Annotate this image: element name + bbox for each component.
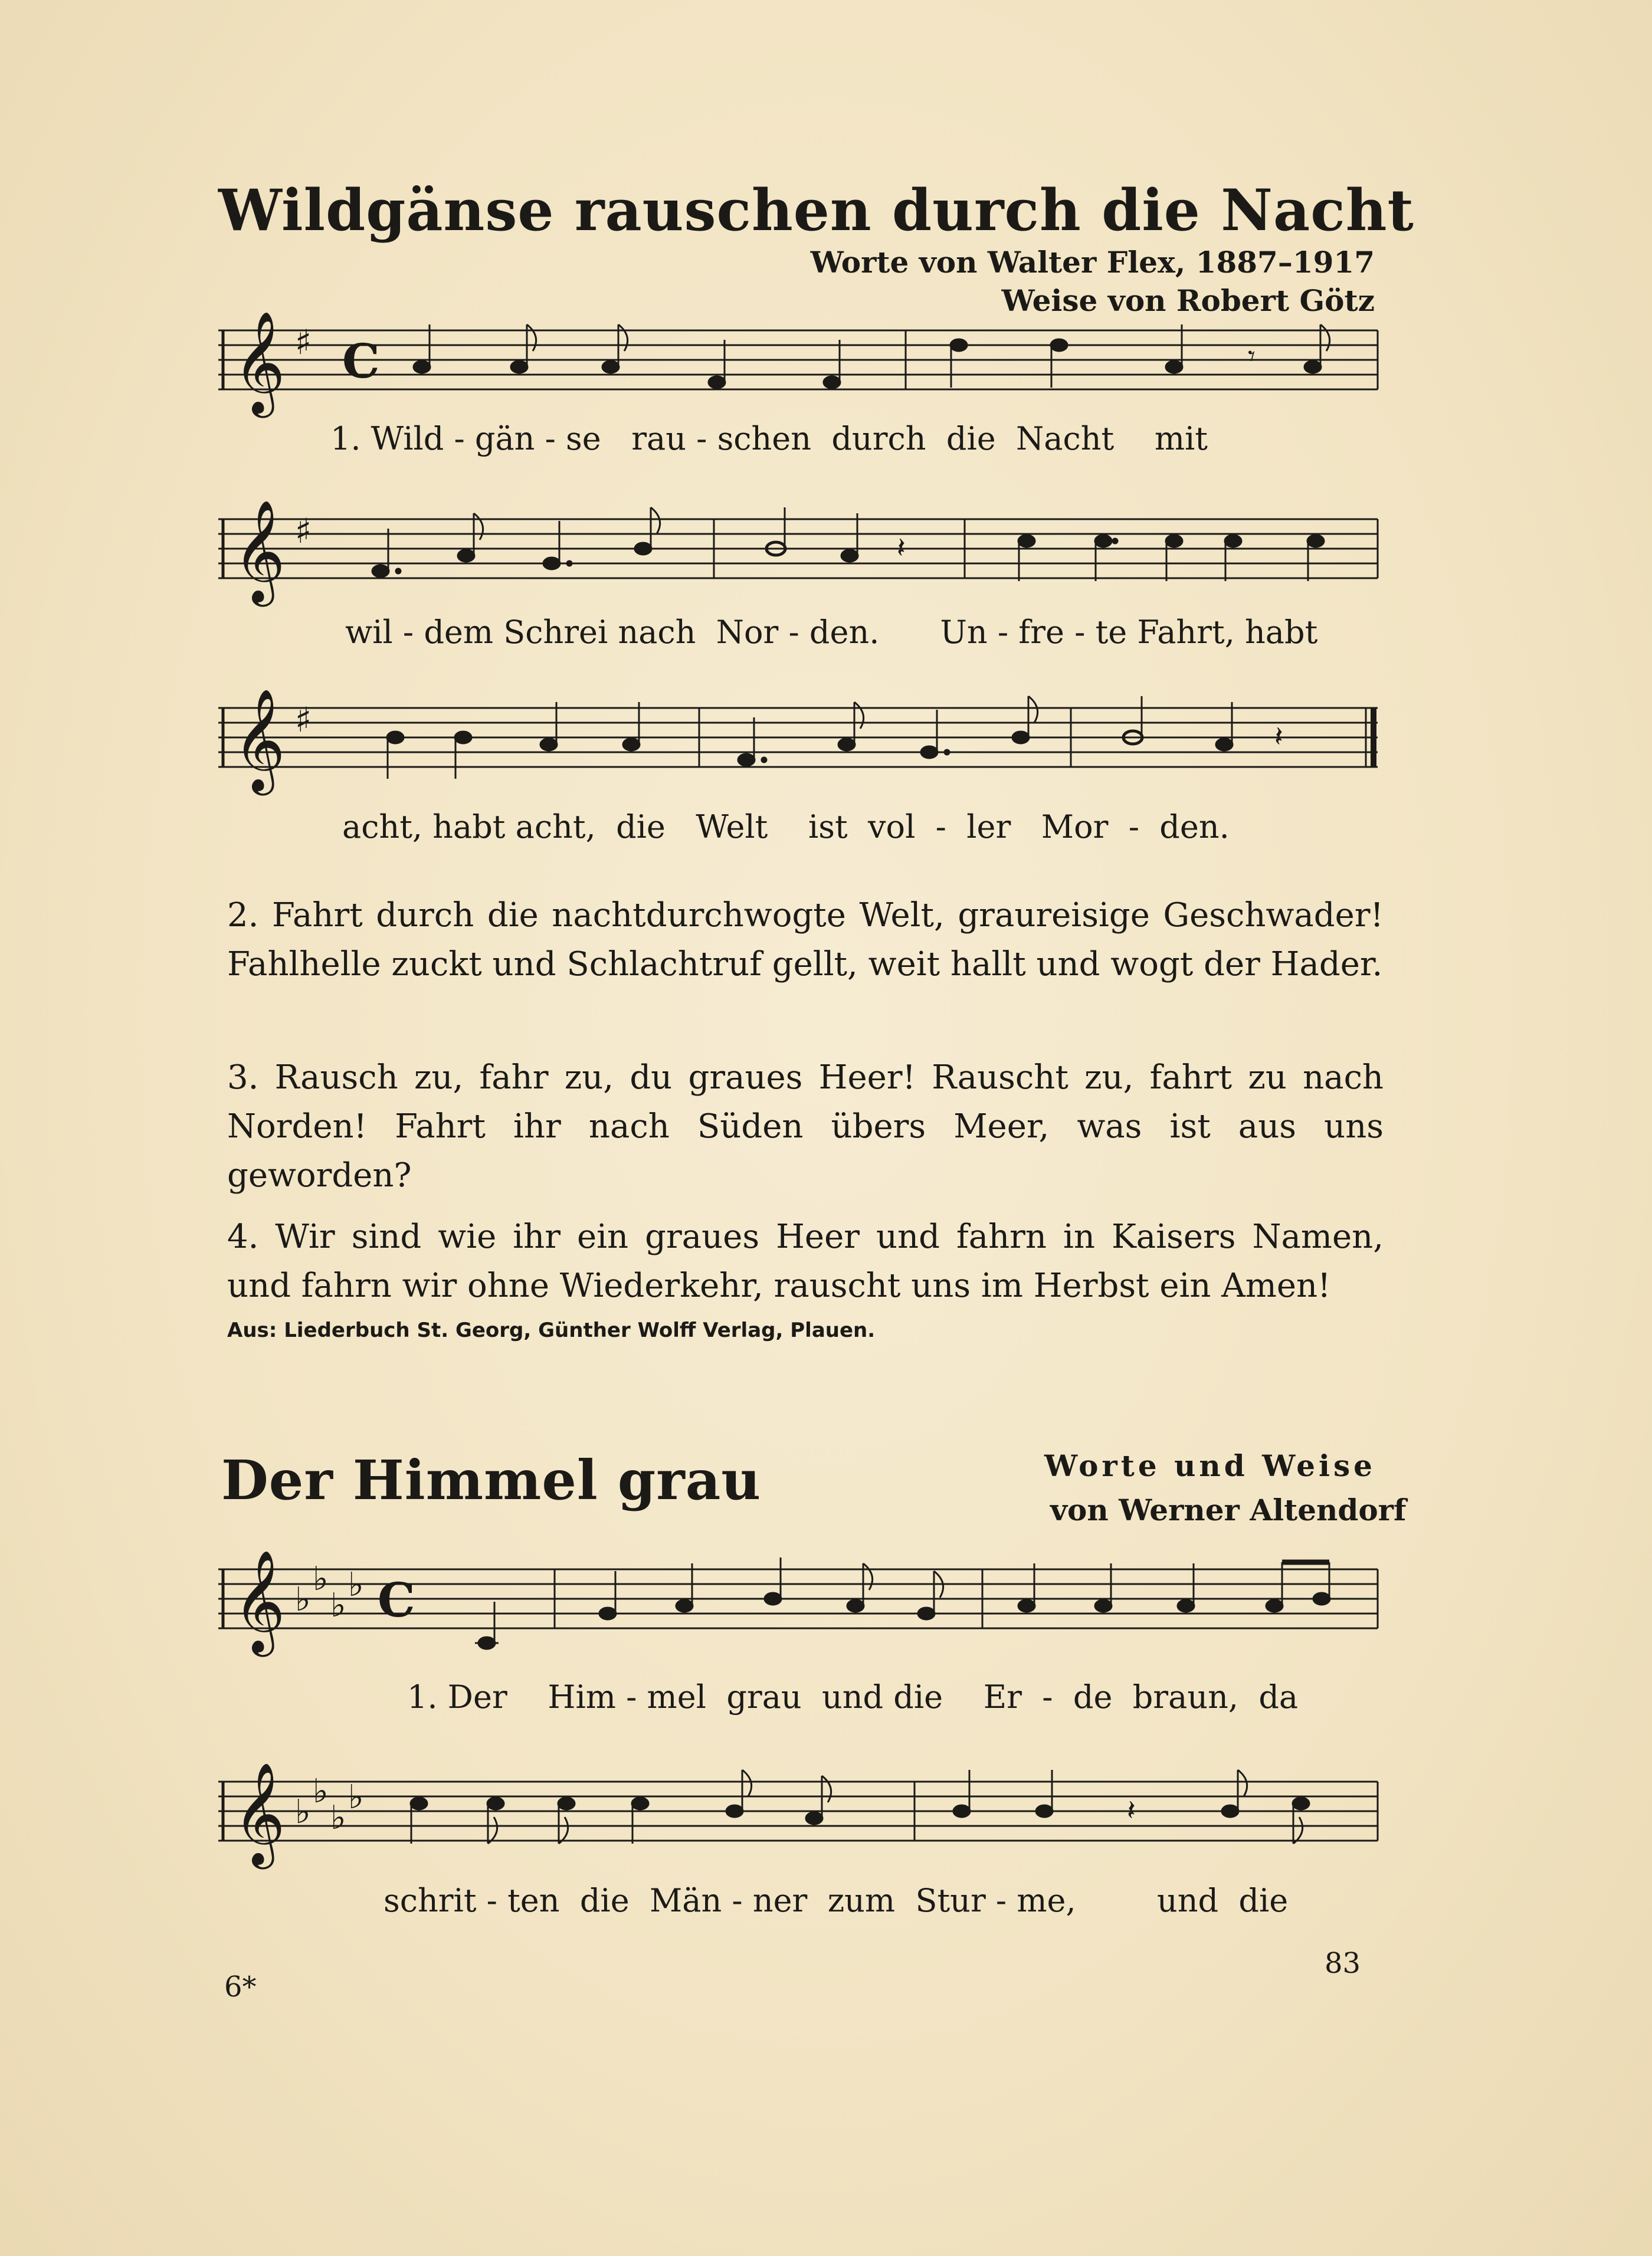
svg-text:♭: ♭: [295, 1580, 311, 1619]
song1-staff-1: [218, 311, 1381, 419]
song1-staff-3: [218, 688, 1381, 796]
svg-text:𝄽: 𝄽: [897, 532, 906, 565]
svg-text:♭: ♭: [330, 1799, 346, 1837]
svg-text:𝄽: 𝄽: [1274, 720, 1283, 753]
svg-text:𝄾: 𝄾: [1248, 340, 1256, 373]
song1-lyrics-line-1: 1. Wild - gän - se rau - schen durch die Nacht mit: [330, 420, 1208, 457]
svg-text:♭: ♭: [313, 1772, 329, 1811]
song1-credit-tune: Weise von Robert Götz: [1001, 283, 1375, 318]
song1-staff-2: [218, 500, 1381, 608]
song2-staff-1: [218, 1550, 1381, 1675]
svg-text:♭: ♭: [348, 1778, 364, 1816]
song2-title: Der Himmel grau: [221, 1448, 762, 1512]
song1-lyrics-line-3: acht, habt acht, die Welt ist vol - ler Mor - den.: [342, 808, 1230, 845]
svg-text:♯: ♯: [295, 700, 312, 740]
signature-mark: 6*: [224, 1970, 257, 2003]
svg-text:♯: ♯: [295, 511, 312, 551]
svg-text:♭: ♭: [295, 1793, 311, 1831]
svg-text:𝄞: 𝄞: [233, 311, 286, 414]
song1-source-note: Aus: Liederbuch St. Georg, Günther Wolff Verlag, Plauen.: [227, 1319, 876, 1342]
song2-staff-2: [218, 1762, 1381, 1876]
song1-lyrics-line-2: wil - dem Schrei nach Nor - den. Un - fre - te Fahrt, habt: [345, 614, 1318, 651]
svg-text:♯: ♯: [295, 322, 312, 362]
svg-text:𝄞: 𝄞: [233, 1550, 286, 1652]
song2-lyrics-line-1: 1. Der Him - mel grau und die Er - de braun, da: [407, 1678, 1299, 1716]
svg-text:𝄞: 𝄞: [233, 688, 286, 791]
song1-verse-2: 2. Fahrt durch die nachtdurchwogte Welt, graureisige Geschwader! Fahlhelle zuckt und Schlachtruf gellt, weit hallt und wogt der Hader.: [227, 896, 1384, 983]
svg-text:𝄞: 𝄞: [233, 500, 286, 602]
svg-text:♭: ♭: [313, 1560, 329, 1598]
song1-title: Wildgänse rauschen durch die Nacht: [218, 177, 1414, 244]
song2-lyrics-line-2: schrit - ten die Män - ner zum Stur - me, und die: [384, 1882, 1289, 1919]
song2-credit-line-2: von Werner Altendorf: [1050, 1493, 1407, 1527]
song1-credit-words: Worte von Walter Flex, 1887–1917: [810, 245, 1375, 280]
svg-text:𝄽: 𝄽: [1127, 1794, 1136, 1827]
svg-text:C: C: [342, 333, 380, 389]
svg-text:C: C: [378, 1572, 415, 1628]
song2-credit-line-1: Worte und Weise: [1044, 1448, 1376, 1483]
song1-verse-4: 4. Wir sind wie ihr ein graues Heer und fahrn in Kaisers Namen, und fahrn wir ohne Wiederkehr, rauscht uns im Herbst ein Amen!: [227, 1218, 1384, 1305]
svg-text:♭: ♭: [348, 1566, 364, 1604]
svg-text:♭: ♭: [330, 1586, 346, 1625]
svg-text:𝄞: 𝄞: [233, 1762, 286, 1865]
song1-verse-3: 3. Rausch zu, fahr zu, du graues Heer! Rauscht zu, fahrt zu nach Norden! Fahrt ihr nach Süden übers Meer, was ist aus uns geworden?: [227, 1058, 1384, 1195]
page-number: 83: [1325, 1947, 1361, 1980]
